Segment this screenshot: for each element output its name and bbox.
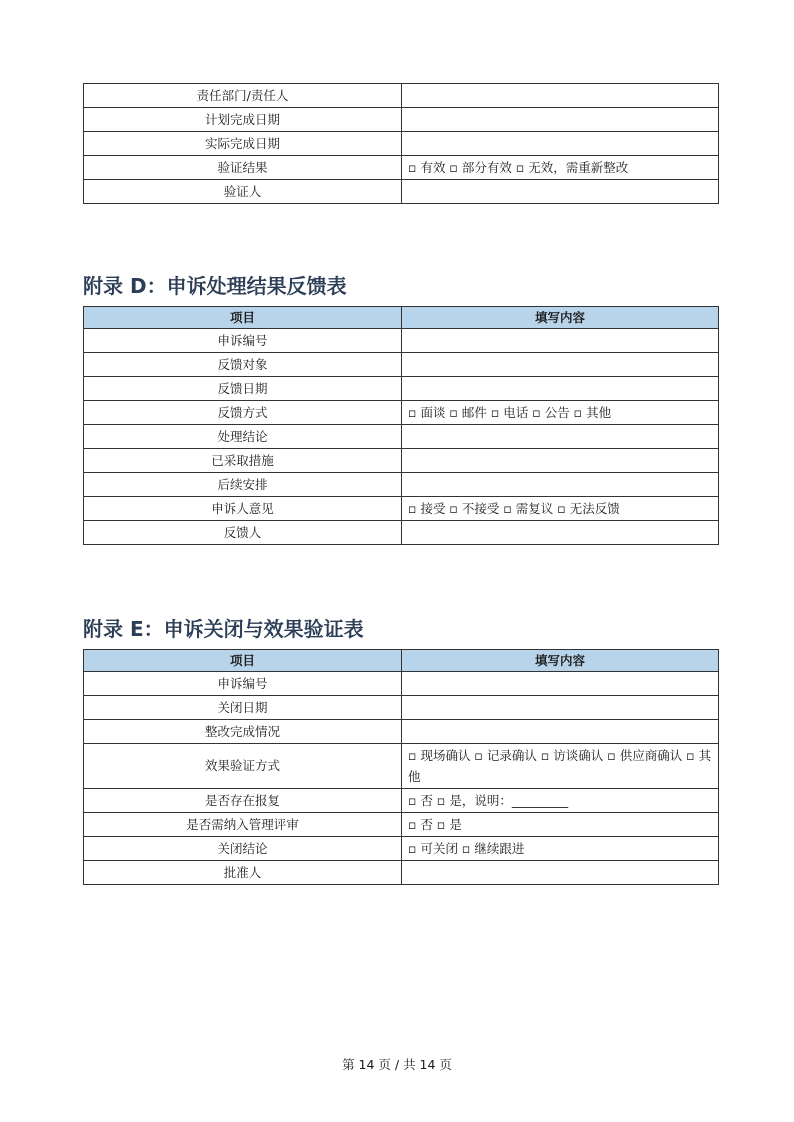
row-label: 关闭结论 <box>84 837 402 861</box>
row-value-field[interactable] <box>402 861 719 885</box>
table-row <box>84 425 719 449</box>
row-value-field[interactable] <box>402 672 719 696</box>
row-value-field[interactable] <box>402 473 719 497</box>
table-row <box>84 353 719 377</box>
row-label: 是否需纳入管理评审 <box>84 813 402 837</box>
row-label: 效果验证方式 <box>84 744 402 789</box>
closure-table <box>83 649 719 885</box>
table-row <box>84 837 719 861</box>
table-row <box>84 672 719 696</box>
row-label: 责任部门/责任人 <box>84 84 402 108</box>
row-label: 后续安排 <box>84 473 402 497</box>
row-label: 反馈人 <box>84 521 402 545</box>
table-row <box>84 473 719 497</box>
column-header-item: 项目 <box>84 307 402 329</box>
table-row <box>84 401 719 425</box>
row-label: 申诉人意见 <box>84 497 402 521</box>
row-label: 反馈对象 <box>84 353 402 377</box>
table-row <box>84 497 719 521</box>
row-value-field[interactable]: ▫ 接受 ▫ 不接受 ▫ 需复议 ▫ 无法反馈 <box>402 497 719 521</box>
row-value-field[interactable] <box>402 696 719 720</box>
row-value-field[interactable]: ▫ 现场确认 ▫ 记录确认 ▫ 访谈确认 ▫ 供应商确认 ▫ 其他 <box>402 744 719 789</box>
row-value-field[interactable] <box>402 108 719 132</box>
row-label: 整改完成情况 <box>84 720 402 744</box>
table-row <box>84 521 719 545</box>
row-label: 批准人 <box>84 861 402 885</box>
column-header-content: 填写内容 <box>402 650 719 672</box>
table-header-row <box>84 307 719 329</box>
row-value-field[interactable] <box>402 329 719 353</box>
row-value-field[interactable] <box>402 720 719 744</box>
row-value-field[interactable] <box>402 132 719 156</box>
row-value-field[interactable]: ▫ 可关闭 ▫ 继续跟进 <box>402 837 719 861</box>
table-row <box>84 156 719 180</box>
table-row <box>84 377 719 401</box>
row-label: 验证人 <box>84 180 402 204</box>
table-row <box>84 180 719 204</box>
row-label: 计划完成日期 <box>84 108 402 132</box>
feedback-table <box>83 306 719 545</box>
section-d-heading: 附录 D：申诉处理结果反馈表 <box>83 274 347 298</box>
row-value-field[interactable] <box>402 449 719 473</box>
row-value-field[interactable] <box>402 180 719 204</box>
column-header-content: 填写内容 <box>402 307 719 329</box>
row-label: 验证结果 <box>84 156 402 180</box>
row-value-field[interactable] <box>402 353 719 377</box>
row-label: 已采取措施 <box>84 449 402 473</box>
row-value-field[interactable]: ▫ 否 ▫ 是，说明：_________ <box>402 789 719 813</box>
row-value-field[interactable] <box>402 377 719 401</box>
row-value-field[interactable]: ▫ 有效 ▫ 部分有效 ▫ 无效，需重新整改 <box>402 156 719 180</box>
row-label: 关闭日期 <box>84 696 402 720</box>
table-row <box>84 449 719 473</box>
table-row <box>84 696 719 720</box>
row-value-field[interactable]: ▫ 面谈 ▫ 邮件 ▫ 电话 ▫ 公告 ▫ 其他 <box>402 401 719 425</box>
table-header-row <box>84 650 719 672</box>
page-number: 第 14 页 / 共 14 页 <box>342 1057 452 1072</box>
column-header-item: 项目 <box>84 650 402 672</box>
verification-table <box>83 83 719 204</box>
table-row <box>84 813 719 837</box>
table-row <box>84 789 719 813</box>
table-row <box>84 84 719 108</box>
row-label: 实际完成日期 <box>84 132 402 156</box>
row-value-field[interactable] <box>402 425 719 449</box>
row-label: 反馈方式 <box>84 401 402 425</box>
table-row <box>84 861 719 885</box>
table-row <box>84 329 719 353</box>
row-label: 是否存在报复 <box>84 789 402 813</box>
table-row <box>84 108 719 132</box>
row-label: 反馈日期 <box>84 377 402 401</box>
row-label: 处理结论 <box>84 425 402 449</box>
row-label: 申诉编号 <box>84 329 402 353</box>
table-row <box>84 132 719 156</box>
row-value-field[interactable]: ▫ 否 ▫ 是 <box>402 813 719 837</box>
row-value-field[interactable] <box>402 84 719 108</box>
table-row <box>84 720 719 744</box>
section-e-heading: 附录 E：申诉关闭与效果验证表 <box>83 617 364 641</box>
row-label: 申诉编号 <box>84 672 402 696</box>
row-value-field[interactable] <box>402 521 719 545</box>
table-row <box>84 744 719 789</box>
